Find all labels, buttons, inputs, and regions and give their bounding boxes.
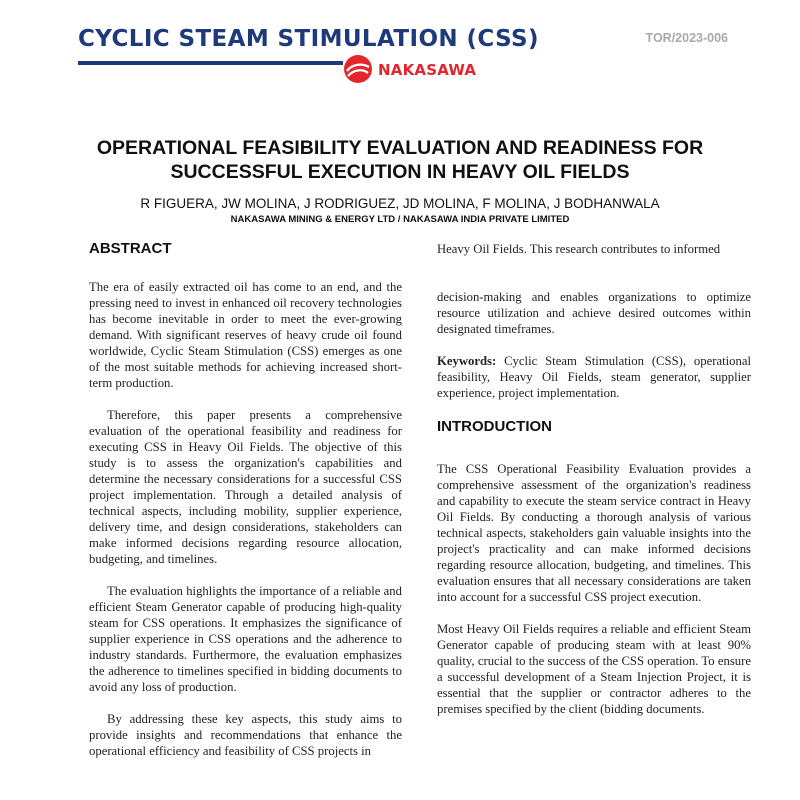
- header-rule: [78, 61, 343, 65]
- author-list: R FIGUERA, JW MOLINA, J RODRIGUEZ, JD MOLINA, F MOLINA, J BODHANWALA: [140, 196, 660, 211]
- abstract-paragraph-3: The evaluation highlights the importance of a reliable and efficient Steam Generator capable of producing high-quality steam for CSS operations. It emphasizes the significance of supplier experience in CSS operations and the adherence to industry standards. Furthermore, the evaluation emphasizes the adherence to timelines specified in bidding documents to avoid any loss of production.: [89, 584, 402, 694]
- right-column: [437, 239, 751, 717]
- nakasawa-logo-icon: [343, 54, 373, 84]
- introduction-paragraph-2: Most Heavy Oil Fields requires a reliable and efficient Steam Generator capable of producing steam with at least 90% quality, crucial to the success of the CSS operation. To ensure a successful development of a Steam Injection Project, it is essential that the supplier or contractor adheres to the premises specified by the client (bidding documents.: [437, 622, 751, 716]
- introduction-paragraph-1: The CSS Operational Feasibility Evaluation provides a comprehensive assessment of the organization's readiness and capability to execute the steam service contract in Heavy Oil Fields. By conducting a thorough analysis of various technical aspects, stakeholders gain valuable insights into the project's practicality and can make informed decisions regarding resource allocation, budgeting, and timelines. This evaluation ensures that all necessary considerations are taken into account for a successful CSS project execution.: [437, 462, 751, 604]
- paper-title-line-1: OPERATIONAL FEASIBILITY EVALUATION AND READINESS FOR: [96, 137, 704, 159]
- left-column: [89, 239, 402, 759]
- abstract-heading: ABSTRACT: [89, 240, 172, 257]
- abstract-paragraph-1: The era of easily extracted oil has come to an end, and the pressing need to invest in enhanced oil recovery technologies has become inevitable in order to meet the ever-growing demand. With significant reserves of heavy crude oil found worldwide, Cyclic Steam Stimulation (CSS) emerges as one of the most suitable methods for achieving increased short-term production.: [89, 280, 402, 390]
- paper-title: [40, 136, 760, 184]
- document-number: TOR/2023-006: [645, 31, 728, 45]
- keywords-label: Keywords:: [437, 354, 497, 368]
- document-header-title: CYCLIC STEAM STIMULATION (CSS): [78, 26, 539, 52]
- keywords-text: Cyclic Steam Stimulation (CSS), operational feasibility, Heavy Oil Fields, steam generator, supplier experience, project implementation.: [437, 354, 751, 400]
- abstract-paragraph-5: decision-making and enables organizations to optimize resource utilization and achieve desired outcomes within designated timeframes.: [437, 290, 751, 336]
- introduction-heading: INTRODUCTION: [437, 418, 552, 435]
- abstract-paragraph-4: By addressing these key aspects, this study aims to provide insights and recommendations that enhance the operational efficiency and feasibility of CSS projects in: [89, 712, 402, 758]
- paper-title-line-2: SUCCESSFUL EXECUTION IN HEAVY OIL FIELDS: [170, 161, 630, 183]
- author-affiliation: NAKASAWA MINING & ENERGY LTD / NAKASAWA INDIA PRIVATE LIMITED: [230, 214, 570, 225]
- abstract-paragraph-4-continued: Heavy Oil Fields. This research contributes to informed: [437, 242, 721, 256]
- brand-name: NAKASAWA: [378, 61, 477, 79]
- abstract-paragraph-2: Therefore, this paper presents a comprehensive evaluation of the operational feasibility and readiness for executing CSS in Heavy Oil Fields. The objective of this study is to assess the organization's capabilities and determine the necessary considerations for a successful CSS project implementation. Through a detailed analysis of technical aspects, including mobility, supplier experience, delivery time, and design considerations, stakeholders can make informed decisions regarding resource allocation, budgeting, and timelines.: [89, 408, 402, 566]
- keywords: [437, 353, 751, 401]
